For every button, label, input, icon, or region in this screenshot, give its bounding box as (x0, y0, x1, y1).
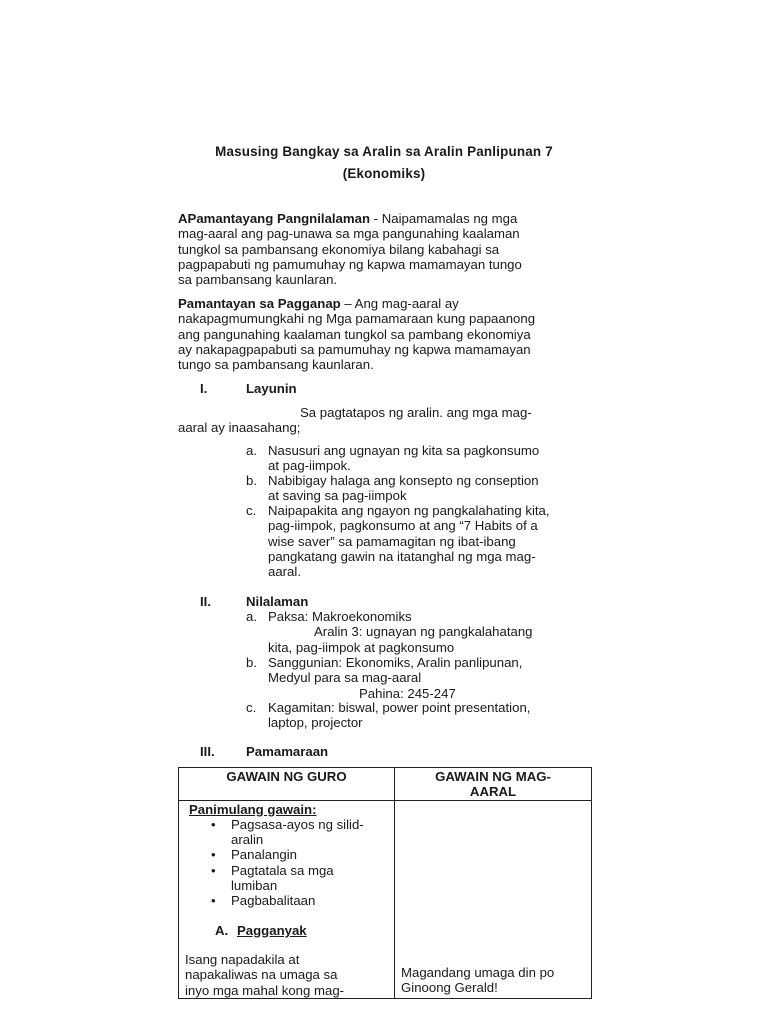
teacher-activity-header: GAWAIN NG GURO (179, 768, 395, 801)
list-item: • Panalangin (211, 847, 297, 863)
objectives-intro-line: aaral ay inaasahang; (178, 420, 301, 435)
objective-line: at saving sa pag-iimpok (268, 488, 407, 504)
teacher-greeting: Isang napadakila at napakaliwas na umaga sa inyo mga mahal kong mag- (185, 951, 345, 998)
motivation-heading (179, 923, 394, 938)
topic-lesson-line: Aralin 3: ugnayan ng pangkalahatang (314, 624, 533, 640)
student-response: Magandang umaga din po Ginoong Gerald! (401, 964, 555, 995)
objective-line: wise saver” sa pamamagitan ng ibat-ibang (268, 533, 516, 549)
objective-line: pangkatang gawin na itatanghal ng mga mag- (268, 548, 536, 564)
content-standard-line: tungkol sa pambansang ekonomiya bilang kabahagi sa (178, 241, 500, 257)
content-marker: a. (246, 609, 257, 624)
content-standard-line: pagpapabuti ng pamumuhay ng kapwa mamamayan tungo (178, 256, 522, 272)
bullet-icon: • (211, 893, 216, 909)
content-item-reference (246, 655, 606, 701)
content-standard-line: mag-aaral ang pag-unawa sa mga pangunahing kaalaman (178, 226, 520, 242)
section-1-number: I. (200, 381, 208, 396)
topic-lesson-line: kita, pag-iimpok at pagkonsumo (268, 639, 455, 655)
opening-activities-label: Panimulang gawain: (189, 801, 317, 817)
reference-pages: Pahina: 245-247 (359, 685, 456, 701)
objective-item (246, 443, 606, 474)
teacher-activity-cell (179, 800, 395, 998)
document-title: Masusing Bangkay sa Aralin sa Aralin Panlipunan 7 (215, 144, 553, 159)
list-item: • Pagtatala sa mga lumiban (211, 862, 334, 894)
objective-line: pag-iimpok, pagkonsumo at ang “7 Habits of a (268, 518, 538, 534)
content-marker: b. (246, 655, 257, 670)
motivation-marker: A. (215, 922, 229, 938)
bullet-icon: • (211, 816, 216, 832)
performance-standard-line: ay nakapagpapabuti sa pamumuhay ng kapwa mamamayan (178, 341, 531, 357)
objective-marker: a. (246, 443, 257, 458)
objective-line: aaral. (268, 564, 301, 580)
content-standard-line: - Naipamamalas ng mga (370, 211, 518, 226)
performance-standard-line: tungo sa pambansang kaunlaran. (178, 357, 374, 373)
objective-marker: c. (246, 503, 257, 518)
reference-line: Sanggunian: Ekonomiks, Aralin panlipunan, (268, 655, 523, 670)
bullet-icon: • (211, 847, 216, 863)
materials-line: laptop, projector (268, 715, 363, 731)
objective-item (246, 473, 606, 504)
list-item: • Pagbabalitaan (211, 893, 316, 909)
content-item-materials (246, 700, 606, 731)
performance-standard-line: – Ang mag-aaral ay (340, 296, 459, 311)
objective-marker: b. (246, 473, 257, 488)
section-3-number: III. (200, 744, 215, 759)
list-item: • Pagsasa-ayos ng silid- aralin (211, 816, 364, 848)
content-standard-label: APamantayang Pangnilalaman (178, 211, 371, 226)
objective-line: Nasusuri ang ugnayan ng kita sa pagkonsumo (268, 443, 540, 458)
performance-standard-label: Pamantayan sa Pagganap (178, 296, 341, 311)
document-subtitle: (Ekonomiks) (342, 166, 426, 181)
topic-line: Paksa: Makroekonomiks (268, 609, 412, 624)
table-header-row (179, 768, 592, 801)
table-row (179, 800, 592, 998)
motivation-label: Pagganyak (237, 922, 307, 938)
section-1-title: Layunin (246, 381, 297, 396)
bullet-icon: • (211, 862, 216, 878)
student-activity-cell (395, 800, 592, 998)
materials-line: Kagamitan: biswal, power point presentation, (268, 700, 531, 715)
content-standard-line: sa pambansang kaunlaran. (178, 272, 338, 288)
objectives-intro-line: Sa pagtatapos ng aralin. ang mga mag- (300, 405, 532, 420)
student-activity-header: GAWAIN NG MAG- AARAL (395, 768, 592, 801)
reference-line: Medyul para sa mag-aaral (268, 670, 422, 686)
procedure-table (178, 767, 592, 999)
objective-line: Nabibigay halaga ang konsepto ng conseption (268, 473, 539, 488)
section-2-title: Nilalaman (246, 594, 309, 609)
performance-standard-paragraph (178, 296, 598, 372)
performance-standard-line: nakapagmumungkahi ng Mga pamamaraan kung papaanong (178, 311, 536, 327)
objective-item (246, 503, 606, 579)
performance-standard-line: ang pangunahing kaalaman tungkol sa pambang ekonomiya (178, 326, 531, 342)
content-marker: c. (246, 700, 257, 715)
content-standard-paragraph (178, 211, 598, 287)
content-item-topic (246, 609, 606, 655)
section-2-number: II. (200, 594, 211, 609)
objective-line: Naipapakita ang ngayon ng pangkalahating kita, (268, 503, 550, 518)
objective-line: at pag-iimpok. (268, 458, 351, 474)
section-3-title: Pamamaraan (246, 744, 329, 759)
